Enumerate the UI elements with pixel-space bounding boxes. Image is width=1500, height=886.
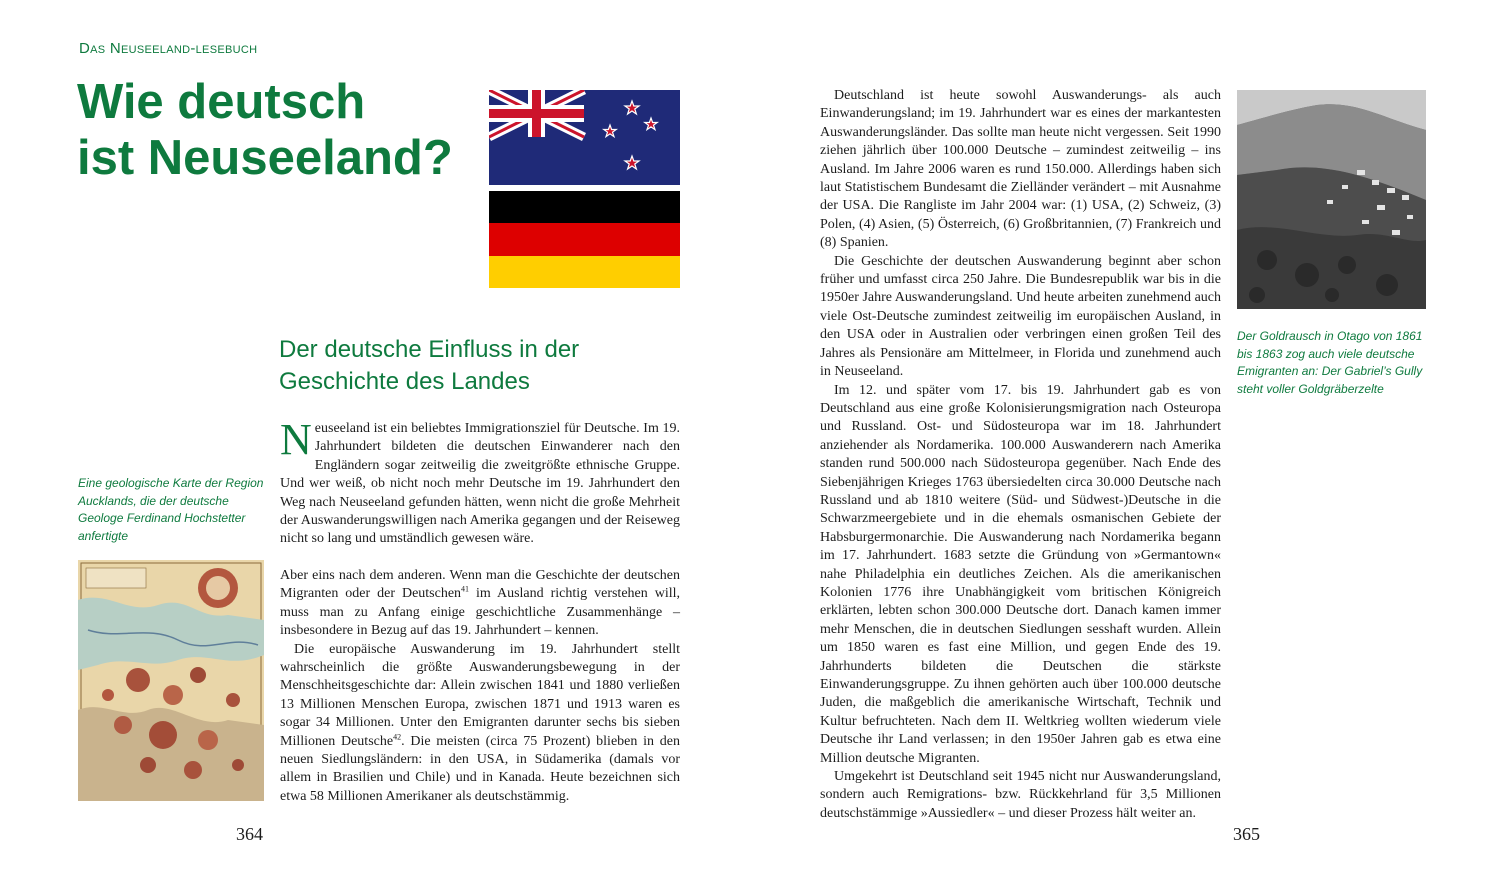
paragraph: Umgekehrt ist Deutschland seit 1945 nicht nur Auswanderungsland, sondern auch Remigrations- bzw. Rückkehrland für 3,5 Millionen deutschstämmige »Aussiedler« – und dieser Prozess hält weiter an. [820, 769, 1221, 821]
photo-caption: Der Goldrausch in Otago von 1861 bis 1863 zog auch viele deutsche Emigranten an: Der Gabriel’s Gully steht voller Goldgräberzelte [1237, 329, 1423, 396]
left-body-text [280, 567, 680, 806]
page-number-left: 364 [236, 824, 263, 844]
intro-text: euseeland ist ein beliebtes Immigrationsziel für Deutsche. Im 19. Jahrhundert bildeten die deutschen Einwanderer nach den Engländern sogar zeitweilig die zweitgrößte ethnische Gruppe. Und wer weiß, ob nicht noch mehr Deutsche im 19. Jahrhundert den Weg nach Neuseeland gefunden hätten, wenn nicht die große Mehrheit der Auswanderungswilligen nach Amerika gegangen und der Reiseweg nicht so lang und umständlich gewesen wäre. [280, 421, 680, 547]
map-caption: Eine geologische Karte der Region Aucklands, die der deutsche Geologe Ferdinand Hochstetter anfertigte [78, 476, 264, 543]
paragraph: Im 12. und später vom 17. bis 19. Jahrhundert gab es von Deutschland aus eine große Kolonisierungsmigration nach Osteuropa und Russland. Ost- und Südosteuropa war im 18. Jahrhundert anziehender als Nordamerika. 100.000 Auswanderern nach Amerika standen rund 500.000 nach Südosteuropa gegenüber. Nach Ende des Siebenjährigen Krieges 1763 übersiedelten circa 30.000 Deutsche nach Russland und ab 1810 weitere (Süd- und Südwest-)Deutsche in die Schwarzmeergebiete und in die ehemals osmanischen Gebiete der Habsburgermonarchie. Die Auswanderung nach Nordamerika begann im 17. Jahrhundert. 1683 setzte die Gründung von »Germantown« nahe Philadelphia ein deutliches Zeichen. Als die amerikanischen Kolonien 1776 ihre Unabhängigkeit vom britischen Königreich erklärten, lebten schon 300.000 Deutsche dort. Danach kamen immer mehr Menschen, die in deutschen Siedlungen sesshaft wurden. Allein um 1850 waren es fast eine Million, und gegen Ende des 19. Jahrhunderts bildeten die Deutschen die stärkste Einwanderungsgruppe. Zu ihnen gehörten auch über 100.000 deutsche Juden, die maßgeblich die amerikanische Wirtschaft, Technik und Kultur befruchteten. Nach dem II. Weltkrieg wollten wiederum viele Deutsche ihr Land verlassen; in den 1950er Jahren gab es etwa eine Million deutsche Migranten. [820, 382, 1221, 766]
paragraph-text: Die europäische Auswanderung im 19. Jahrhundert stellt wahrscheinlich die größte Auswanderungsbewegung in der Menschheitsgeschichte dar: Allein zwischen 1841 und 1880 verließen 13 Millionen Menschen Europa, zwischen 1871 und 1913 waren es sogar 34 Millionen. Unter den Emigranten darunter sechs bis sieben Millionen Deutsche [280, 641, 680, 749]
paragraph-text: im Ausland richtig verstehen will, muss man zu Anfang einige geschichtliche Zusammenhänge – insbesondere in Bezug auf das 19. Jahrhundert – kennen. [280, 586, 680, 639]
paragraph-text: Aber eins nach dem anderen. Wenn man die Geschichte der deutschen Migranten oder der Deutschen [280, 568, 680, 602]
right-body-text [820, 87, 1221, 823]
germany-flag [489, 191, 680, 288]
drop-cap: N [280, 415, 312, 464]
geological-map-image [78, 560, 264, 801]
paragraph: Deutschland ist heute sowohl Auswanderungs- als auch Einwanderungsland; im 19. Jahrhundert war es eines der markantesten Auswanderungsländer. Das sollte man heute nicht vergessen. Seit 1990 ziehen jährlich über 100.000 Deutsche – zumindest zeitweilig – ins Ausland. Im Jahre 2006 waren es rund 150.000. Allerdings haben sich laut Statistischem Bundesamt die Zielländer verändert – mit Ausnahme der USA. Die Rangliste im Jahr 2004 war: (1) USA, (2) Schweiz, (3) Polen, (4) Asien, (5) Österreich, (6) Großbritannien, (7) Frankreich und (8) Spanien. [820, 88, 1221, 251]
new-zealand-flag [489, 90, 680, 185]
footnote-ref-41: 41 [461, 584, 470, 594]
paragraph [280, 641, 680, 807]
paragraph: Die Geschichte der deutschen Auswanderung beginnt aber schon früher und umfasst circa 250 Jahre. Die Bundesrepublik war bis in die 1950er Jahre Auswanderungsland. Und heute arbeiten zunehmend auch viele Ost-Deutsche zumindest zeitweilig im europäischen Ausland, in den USA oder in Australien oder verbringen einen großen Teil des Jahres als Pensionäre am Mittelmeer, in Florida und zunehmend auch in Neuseeland. [820, 253, 1221, 380]
title-line-1: Wie deutsch [77, 75, 366, 129]
flags-illustration [489, 90, 680, 288]
goldrush-photo [1237, 90, 1426, 309]
section-heading [279, 334, 659, 398]
section-heading-line-1: Der deutsche Einfluss in der [279, 336, 580, 363]
intro-paragraph [280, 415, 680, 549]
running-head: Das Neuseeland-lesebuch [79, 40, 258, 57]
page-title [77, 74, 497, 186]
section-heading-line-2: Geschichte des Landes [279, 368, 530, 395]
paragraph [280, 567, 680, 641]
page-number-right: 365 [1233, 824, 1260, 844]
paragraph-text: . Die meisten (circa 75 Prozent) blieben in den neuen Siedlungsländern: in den USA, in Südamerika (damals vor allem in Brasilien und Chile) und in Kanada. Heute bezeichnen sich etwa 58 Millionen Amerikaner als deutschstämmig. [280, 733, 681, 804]
footnote-ref-42: 42 [393, 732, 402, 741]
title-line-2: ist Neuseeland? [77, 131, 453, 185]
